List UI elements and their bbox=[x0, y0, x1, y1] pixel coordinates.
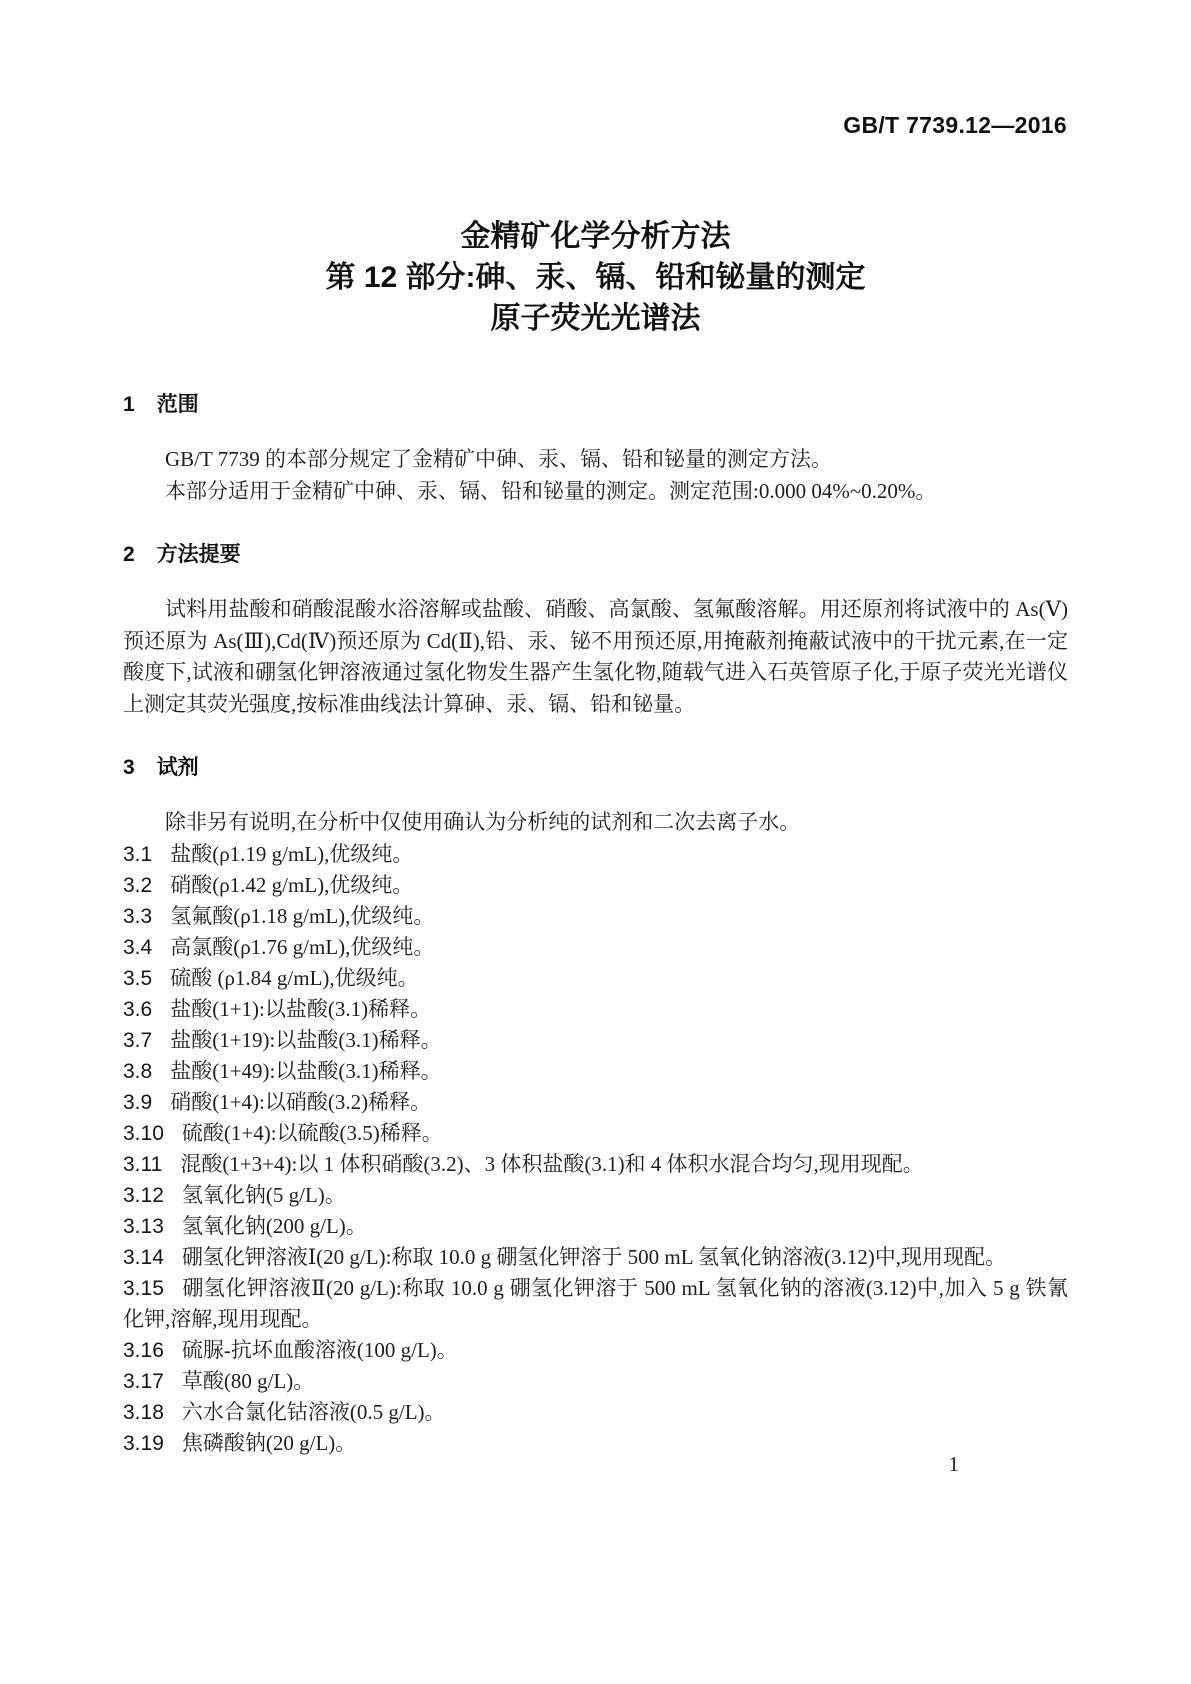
reagent-text: 氢氟酸(ρ1.18 g/mL),优级纯。 bbox=[170, 903, 435, 928]
reagent-text: 焦磷酸钠(20 g/L)。 bbox=[181, 1430, 357, 1455]
reagent-item bbox=[123, 839, 1068, 870]
section-number: 1 bbox=[123, 393, 135, 416]
reagent-item bbox=[123, 1273, 1068, 1335]
reagent-number: 3.11 bbox=[123, 1152, 163, 1176]
section-heading-scope bbox=[123, 393, 1068, 417]
reagent-item bbox=[123, 1366, 1068, 1397]
title-line-2: 第 12 部分:砷、汞、镉、铅和铋量的测定 bbox=[325, 261, 866, 294]
section-heading-reagents bbox=[123, 756, 1068, 780]
reagent-item bbox=[123, 963, 1068, 994]
reagent-item bbox=[123, 1025, 1068, 1056]
reagent-text: 硫酸 (ρ1.84 g/mL),优级纯。 bbox=[170, 965, 419, 990]
reagent-item bbox=[123, 870, 1068, 901]
reagent-text: 硝酸(1+4):以硝酸(3.2)稀释。 bbox=[170, 1089, 432, 1114]
reagent-item bbox=[123, 1180, 1068, 1211]
reagent-text: 混酸(1+3+4):以 1 体积硝酸(3.2)、3 体积盐酸(3.1)和 4 体积水混合均匀,现用现配。 bbox=[180, 1151, 924, 1176]
reagent-text: 硼氢化钾溶液Ⅱ(20 g/L):称取 10.0 g 硼氢化钾溶于 500 mL 氢氧化钠的溶液(3.12)中,加入 5 g 铁氰化钾,溶解,现用现配。 bbox=[123, 1275, 1068, 1331]
reagent-text: 硼氢化钾溶液Ⅰ(20 g/L):称取 10.0 g 硼氢化钾溶于 500 mL 氢氧化钠溶液(3.12)中,现用现配。 bbox=[181, 1244, 1007, 1269]
reagent-number: 3.8 bbox=[123, 1059, 153, 1083]
section-title: 方法提要 bbox=[156, 543, 241, 566]
reagent-text: 氢氧化钠(200 g/L)。 bbox=[181, 1213, 367, 1238]
reagent-text: 硫脲-抗坏血酸溶液(100 g/L)。 bbox=[181, 1337, 458, 1362]
method-paragraph: 试料用盐酸和硝酸混酸水浴溶解或盐酸、硝酸、高氯酸、氢氟酸溶解。用还原剂将试液中的 As(Ⅴ)预还原为 As(Ⅲ),Cd(Ⅳ)预还原为 Cd(Ⅱ),铅、汞、铋不用预还原,用掩蔽剂掩蔽试液中的干扰元素,在一定酸度下,试液和硼氢化钾溶液通过氢化物发生器产生氢化物,随载气进入石英管原子化,于原子荧光光谱仪上测定其荧光强度,按标准曲线法计算砷、汞、镉、铅和铋量。 bbox=[123, 597, 1068, 716]
section-heading-method bbox=[123, 543, 1068, 567]
title-line-3: 原子荧光光谱法 bbox=[490, 302, 701, 335]
reagent-number: 3.4 bbox=[123, 935, 153, 959]
reagent-number: 3.13 bbox=[123, 1214, 164, 1238]
reagent-text: 硫酸(1+4):以硫酸(3.5)稀释。 bbox=[181, 1120, 443, 1145]
reagent-text: 盐酸(1+19):以盐酸(3.1)稀释。 bbox=[170, 1027, 442, 1052]
reagent-text: 氢氧化钠(5 g/L)。 bbox=[181, 1182, 346, 1207]
reagent-item bbox=[123, 1149, 1068, 1180]
reagent-number: 3.7 bbox=[123, 1028, 153, 1052]
reagent-item bbox=[123, 1118, 1068, 1149]
standard-number: GB/T 7739.12—2016 bbox=[843, 112, 1067, 138]
reagent-number: 3.17 bbox=[123, 1369, 164, 1393]
reagent-number: 3.1 bbox=[123, 842, 153, 866]
reagent-number: 3.6 bbox=[123, 997, 153, 1021]
reagent-text: 六水合氯化钴溶液(0.5 g/L)。 bbox=[181, 1399, 446, 1424]
page-header bbox=[843, 112, 1067, 139]
scope-paragraph-1: GB/T 7739 的本部分规定了金精矿中砷、汞、镉、铅和铋量的测定方法。 bbox=[165, 447, 832, 471]
reagent-item bbox=[123, 1211, 1068, 1242]
reagent-number: 3.9 bbox=[123, 1090, 153, 1114]
reagent-number: 3.18 bbox=[123, 1400, 164, 1424]
title-line-1: 金精矿化学分析方法 bbox=[460, 220, 731, 253]
reagent-number: 3.5 bbox=[123, 966, 153, 990]
reagents-intro: 除非另有说明,在分析中仅使用确认为分析纯的试剂和二次去离子水。 bbox=[165, 810, 801, 834]
reagent-list bbox=[123, 839, 1068, 1459]
reagent-text: 硝酸(ρ1.42 g/mL),优级纯。 bbox=[170, 872, 414, 897]
reagent-number: 3.2 bbox=[123, 873, 153, 897]
page-number: 1 bbox=[948, 1452, 959, 1476]
reagent-item bbox=[123, 1335, 1068, 1366]
reagent-item bbox=[123, 1087, 1068, 1118]
section-number: 3 bbox=[123, 756, 135, 779]
section-title: 范围 bbox=[156, 393, 199, 416]
document-body bbox=[123, 393, 1068, 1459]
reagent-number: 3.12 bbox=[123, 1183, 164, 1207]
reagent-number: 3.15 bbox=[123, 1276, 164, 1300]
reagent-number: 3.19 bbox=[123, 1431, 164, 1455]
reagent-text: 高氯酸(ρ1.76 g/mL),优级纯。 bbox=[170, 934, 435, 959]
page-footer bbox=[949, 1452, 960, 1477]
reagent-item bbox=[123, 901, 1068, 932]
reagent-item bbox=[123, 1397, 1068, 1428]
reagent-text: 盐酸(1+49):以盐酸(3.1)稀释。 bbox=[170, 1058, 442, 1083]
reagent-number: 3.14 bbox=[123, 1245, 164, 1269]
reagent-text: 盐酸(1+1):以盐酸(3.1)稀释。 bbox=[170, 996, 432, 1021]
reagent-number: 3.10 bbox=[123, 1121, 164, 1145]
scope-paragraph-2: 本部分适用于金精矿中砷、汞、镉、铅和铋量的测定。测定范围:0.000 04%~0.20%。 bbox=[165, 478, 937, 503]
reagent-item bbox=[123, 994, 1068, 1025]
reagent-item bbox=[123, 932, 1068, 963]
reagent-text: 草酸(80 g/L)。 bbox=[181, 1368, 315, 1393]
reagent-number: 3.16 bbox=[123, 1338, 164, 1362]
reagent-item bbox=[123, 1428, 1068, 1459]
reagent-number: 3.3 bbox=[123, 904, 153, 928]
reagent-text: 盐酸(ρ1.19 g/mL),优级纯。 bbox=[170, 841, 414, 866]
reagent-item bbox=[123, 1056, 1068, 1087]
section-title: 试剂 bbox=[156, 756, 199, 779]
reagent-item bbox=[123, 1242, 1068, 1273]
section-number: 2 bbox=[123, 543, 135, 566]
document-title-block bbox=[0, 216, 1191, 339]
